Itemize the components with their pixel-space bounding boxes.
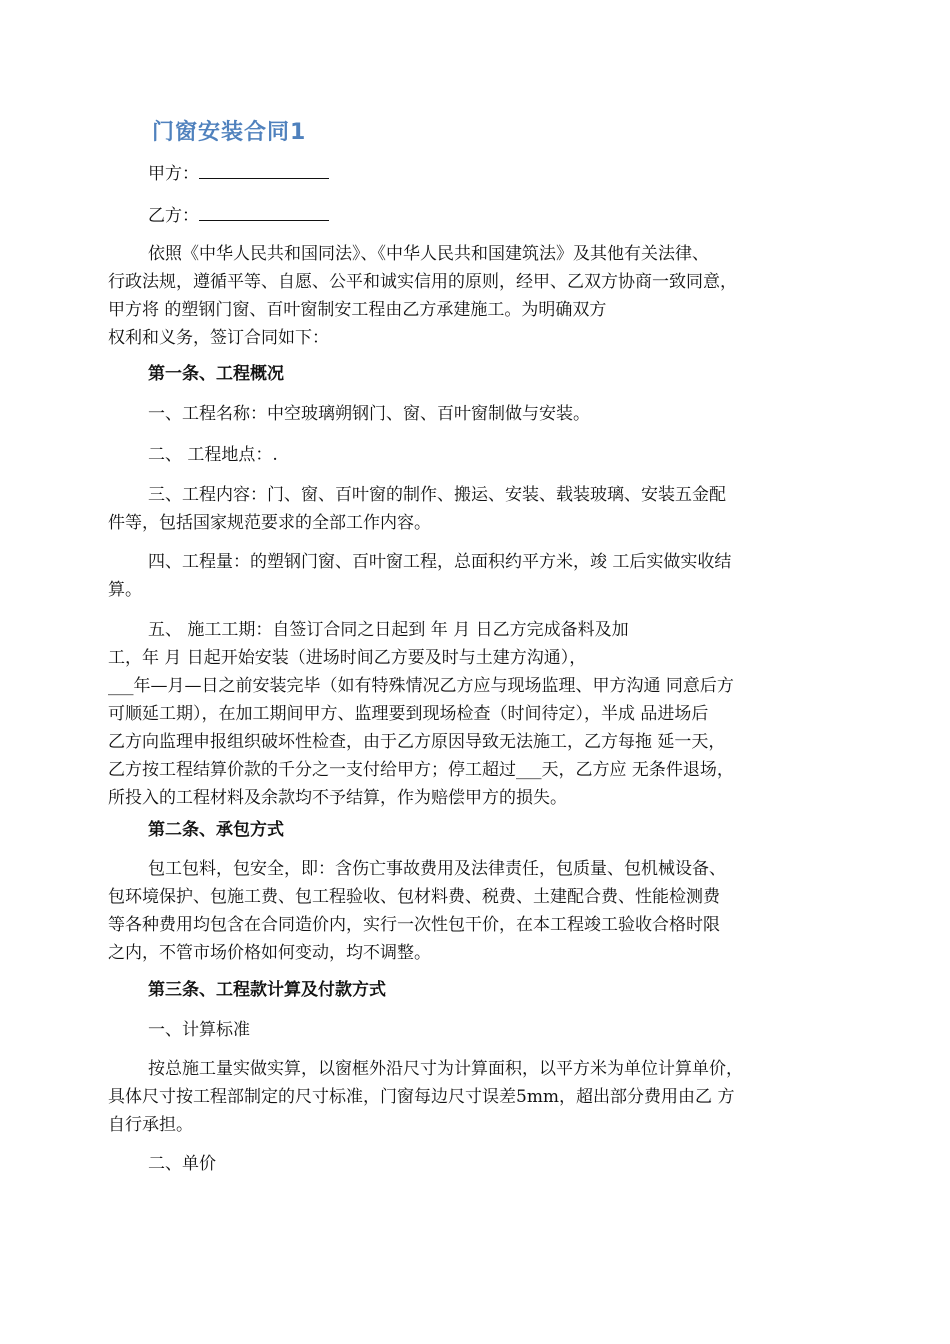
intro-line: 行政法规，遵循平等、自愿、公平和诚实信用的原则，经甲、乙双方协商一致同意，	[108, 272, 737, 292]
s1-item5-line: 所投入的工程材料及余款均不予结算，作为赔偿甲方的损失。	[108, 788, 567, 808]
s1-item5-line: 工，年 月 日起开始安装（进场时间乙方要及时与土建方沟通），	[108, 648, 587, 668]
party-a-label: 甲方：	[148, 164, 199, 184]
s1-item5-line: 可顺延工期），在加工期间甲方、监理要到现场检查（时间待定），半成 品进场后	[108, 704, 709, 724]
s1-item3-line: 三、工程内容：门、窗、百叶窗的制作、搬运、安装、载装玻璃、安装五金配	[148, 485, 726, 505]
s1-item3-line: 件等，包括国家规范要求的全部工作内容。	[108, 513, 431, 533]
s1-item4	[108, 548, 858, 604]
s2-line: 包环境保护、包施工费、包工程验收、包材料费、税费、土建配合费、性能检测费	[108, 887, 720, 907]
intro-line: 依照《中华人民共和国同法》、《中华人民共和国建筑法》及其他有关法律、	[148, 244, 709, 264]
party-a-line	[148, 160, 329, 188]
s1-item5-line: 五、 施工工期：自签订合同之日起到 年 月 日乙方完成备料及加	[148, 620, 629, 640]
s1-item5-line: 乙方向监理申报组织破坏性检查，由于乙方原因导致无法施工，乙方每拖 延一天，	[108, 732, 726, 752]
intro-line: 权利和义务，签订合同如下：	[108, 328, 329, 348]
s1-item5-line: ___年—月—日之前安装完毕（如有特殊情况乙方应与现场监理、甲方沟通 同意后方	[108, 676, 734, 696]
section3-heading: 第三条、工程款计算及付款方式	[148, 980, 386, 1000]
s2-paragraph	[108, 855, 858, 967]
s1-item1: 一、工程名称：中空玻璃朔钢门、窗、百叶窗制做与安装。	[148, 404, 590, 424]
party-b-label: 乙方：	[148, 206, 199, 226]
s1-item4-line: 四、工程量：的塑钢门窗、百叶窗工程，总面积约平方米，竣 工后实做实收结	[148, 552, 732, 572]
s3-item1-line: 具体尺寸按工程部制定的尺寸标准，门窗每边尺寸误差5mm，超出部分费用由乙 方	[108, 1087, 735, 1107]
party-b-line	[148, 202, 329, 230]
section1-heading: 第一条、工程概况	[148, 364, 284, 384]
document-title: 门窗安装合同1	[152, 120, 307, 145]
s1-item4-line: 算。	[108, 580, 142, 600]
s2-line: 包工包料，包安全，即：含伤亡事故费用及法律责任，包质量、包机械设备、	[148, 859, 726, 879]
s3-item1: 一、计算标准	[148, 1020, 250, 1040]
s3-item1-line: 按总施工量实做实算，以窗框外沿尺寸为计算面积，以平方米为单位计算单价，	[148, 1059, 743, 1079]
s2-line: 等各种费用均包含在合同造价内，实行一次性包干价，在本工程竣工验收合格时限	[108, 915, 720, 935]
s1-item5-line: 乙方按工程结算价款的千分之一支付给甲方；停工超过___天，乙方应 无条件退场，	[108, 760, 734, 780]
s1-item2: 二、 工程地点：.	[148, 445, 278, 465]
s3-item2: 二、单价	[148, 1154, 216, 1174]
intro-line: 甲方将 的塑钢门窗、百叶窗制安工程由乙方承建施工。为明确双方	[108, 300, 607, 320]
s2-line: 之内，不管市场价格如何变动，均不调整。	[108, 943, 431, 963]
s3-item1-paragraph	[108, 1055, 858, 1139]
section2-heading: 第二条、承包方式	[148, 820, 284, 840]
s1-item3	[108, 481, 858, 537]
party-b-blank	[199, 202, 329, 221]
party-a-blank	[199, 160, 329, 179]
s3-item1-line: 自行承担。	[108, 1115, 193, 1135]
intro-paragraph	[108, 240, 858, 352]
s1-item5	[108, 616, 858, 812]
